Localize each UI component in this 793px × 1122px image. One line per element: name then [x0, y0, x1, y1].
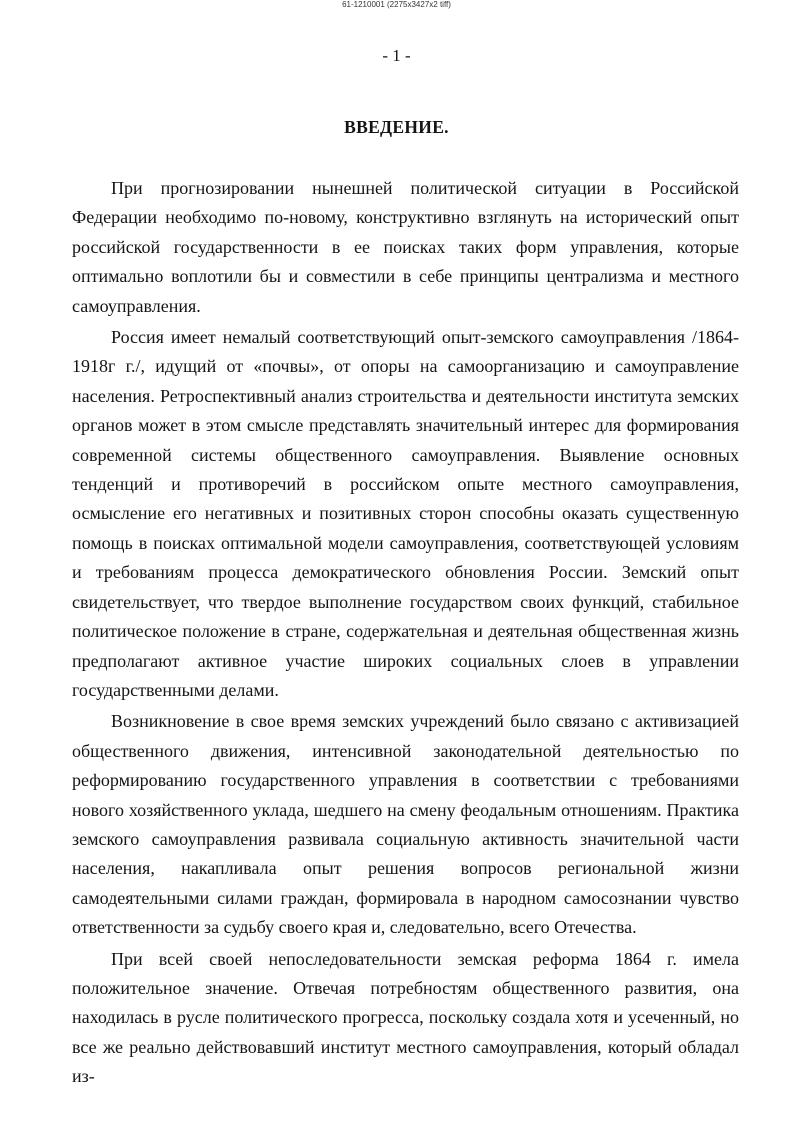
- paragraph-2: Россия имеет немалый соответствующий опыт-земского самоуправления /1864-1918г г./, идущий от «почвы», от опоры на самоорганизацию и самоуправление населения. Ретроспективный анализ строительства и деятельности института земских органов может в этом смысле представлять значительный интерес для формирования современной системы общественного самоуправления. Выявление основных тенденций и противоречий в российском опыте местного самоуправления, осмысление его негативных и позитивных сторон способны оказать существенную помощь в поисках оптимальной модели самоуправления, соответствующей условиям и требованиям процесса демократического обновления России. Земский опыт свидетельствует, что твердое выполнение государством своих функций, стабильное политическое положение в стране, содержательная и деятельная общественная жизнь предполагают активное участие широких социальных слоев в управлении государственными делами.: [72, 327, 739, 700]
- paragraph-1: При прогнозировании нынешней политической ситуации в Российской Федерации необходимо по-новому, конструктивно взглянуть на исторический опыт российской государственности в ее поисках таких форм управления, которые оптимально воплотили бы и совместили в себе принципы централизма и местного самоуправления.: [72, 178, 739, 316]
- paragraph-4: При всей своей непоследовательности земская реформа 1864 г. имела положительное значение. Отвечая потребностям общественного развития, она находилась в русле политического прогресса, поскольку создала хотя и усеченный, но все же реально действовавший институт местного самоуправления, который обладал из-: [72, 948, 739, 1087]
- page-title: ВВЕДЕНИЕ.: [344, 117, 449, 137]
- page-number: - 1 -: [382, 46, 411, 65]
- scan-header: 61-1210001 (2275x3427x2 tiff): [342, 0, 451, 9]
- paragraph-3: Возникновение в свое время земских учреждений было связано с активизацией общественного движения, интенсивной законодательной деятельностью по реформированию государственного управления в соответствии с требованиями нового хозяйственного уклада, шедшего на смену феодальным отношениям. Практика земского самоуправления развивала социальную активность значительной части населения, накапливала опыт решения вопросов региональной жизни самодеятельными силами граждан, формировала в народном самосознании чувство ответственности за судьбу своего края и, следовательно, всего Отечества.: [72, 711, 739, 938]
- body-text: [72, 174, 739, 1094]
